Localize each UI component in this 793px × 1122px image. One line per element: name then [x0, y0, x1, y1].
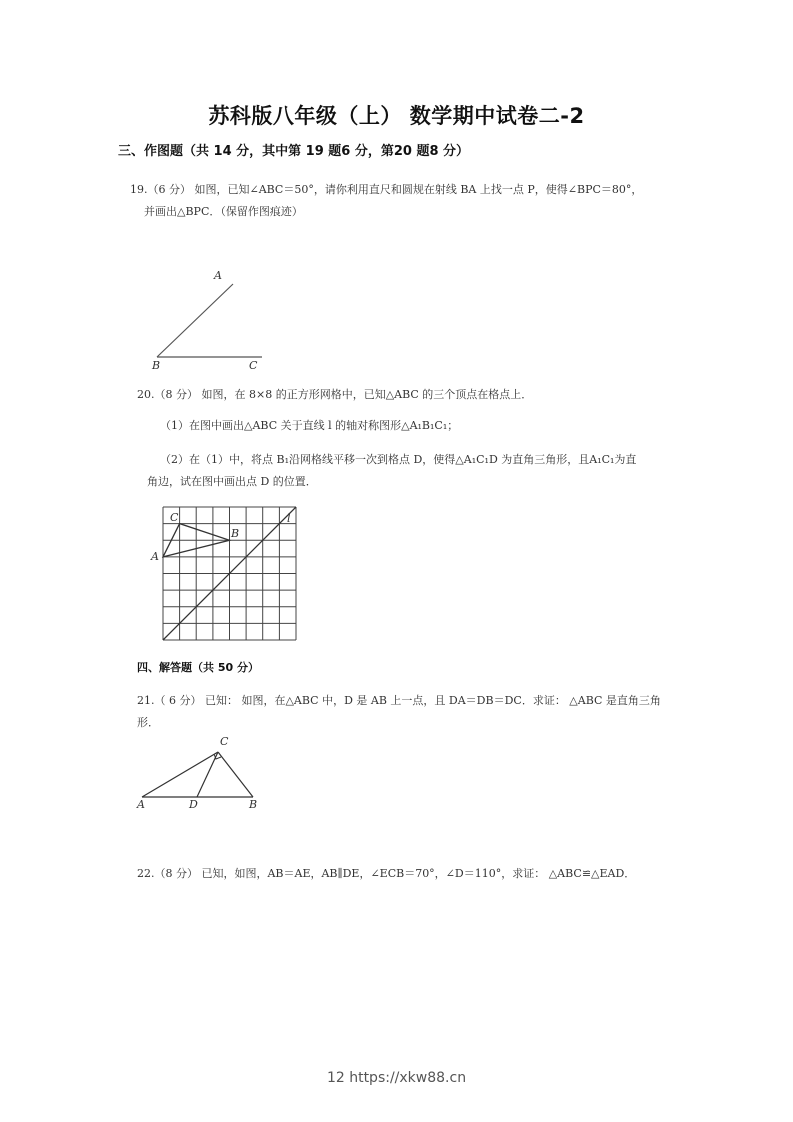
label-c: C: [170, 511, 179, 524]
figure-grid-8x8: [145, 500, 310, 650]
page-title: 苏科版八年级（上） 数学期中试卷二-2: [208, 104, 585, 128]
page-footer: 12 https://xkw88.cn: [326, 1070, 467, 1086]
question-20-part2-line1: （2）在（1）中，将点 B₁沿网格线平移一次到格点 D，使得△A₁C₁D 为直角三角形，且A₁C₁为直: [160, 453, 637, 466]
question-20-part2-line2: 角边，试在图中画出点 D 的位置．: [147, 475, 317, 488]
question-22: 22.（8 分） 已知，如图，AB＝AE，AB∥DE，∠ECB＝70°，∠D＝110°，求证： △ABC≌△EAD．: [137, 867, 636, 880]
question-19-line1: 19.（6 分） 如图，已知∠ABC＝50°，请你利用直尺和圆规在射线 BA 上找一点 P，使得∠BPC＝80°，: [130, 183, 643, 196]
question-20: 20.（8 分） 如图，在 8×8 的正方形网格中，已知△ABC 的三个顶点在格点上．: [137, 388, 533, 401]
label-a: A: [137, 798, 145, 811]
question-19-line2: 并画出△BPC．（保留作图痕迹）: [144, 205, 303, 218]
label-c: C: [220, 735, 229, 748]
section-heading-solutions: 四、解答题（共 50 分）: [137, 661, 259, 674]
question-21: [137, 690, 667, 734]
figure-triangle-abcd: [130, 730, 275, 815]
label-l: l: [287, 512, 291, 525]
label-a: A: [151, 550, 159, 563]
question-21-line1: 21.（ 6 分） 已知： 如图，在△ABC 中，D 是 AB 上一点，且 DA＝DB＝DC．求证： △ABC 是直角三角: [137, 694, 661, 707]
label-b: B: [152, 359, 161, 372]
question-21-line2: 形．: [137, 716, 159, 729]
label-d: D: [189, 798, 198, 811]
section-heading-drawing: 三、作图题（共 14 分，其中第 19 题6 分，第20 题8 分）: [118, 144, 470, 159]
figure-angle-abc: [140, 262, 280, 374]
question-19: [130, 179, 690, 223]
label-b: B: [249, 798, 258, 811]
label-c: C: [249, 359, 258, 372]
label-a: A: [214, 269, 222, 282]
label-b: B: [231, 527, 240, 540]
question-20-part2: [147, 449, 680, 493]
question-20-part1: （1）在图中画出△ABC 关于直线 l 的轴对称图形△A₁B₁C₁；: [160, 419, 459, 432]
